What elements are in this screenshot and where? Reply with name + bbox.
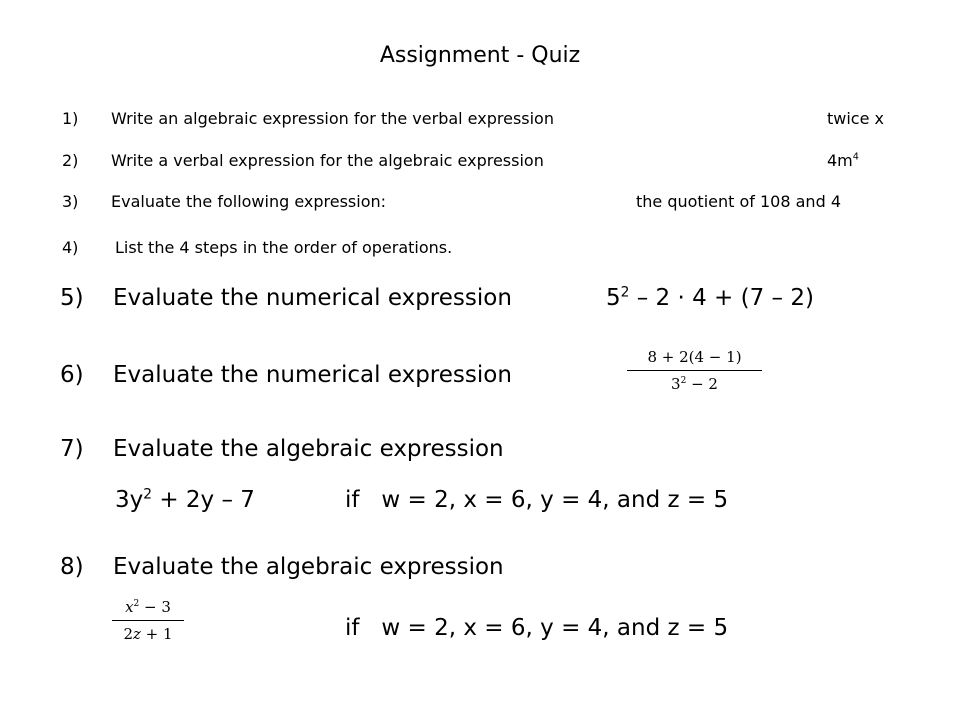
question-4 bbox=[62, 238, 452, 257]
denominator-rest: + 1 bbox=[140, 625, 173, 643]
denominator-coefficient: 2 bbox=[123, 625, 133, 643]
numerator-variable: x bbox=[125, 598, 134, 616]
denominator-rest: − 2 bbox=[686, 375, 718, 393]
question-number: 4) bbox=[62, 238, 79, 257]
question-8 bbox=[60, 554, 504, 580]
question-1-expression: twice x bbox=[827, 109, 884, 128]
fraction-denominator bbox=[627, 375, 762, 393]
question-8-condition: if w = 2, x = 6, y = 4, and z = 5 bbox=[345, 615, 729, 641]
expression-rest: – 2 · 4 + (7 – 2) bbox=[629, 285, 814, 311]
expression-exponent: 4 bbox=[852, 151, 859, 163]
question-5 bbox=[60, 285, 512, 311]
expression-rest: + 2y – 7 bbox=[152, 487, 255, 513]
question-text: Evaluate the numerical expression bbox=[113, 362, 512, 388]
expression-base: 4m bbox=[827, 151, 853, 170]
expression-exponent: 2 bbox=[620, 284, 630, 301]
denominator-base: 3 bbox=[671, 375, 681, 393]
numerator-rest: − 3 bbox=[139, 598, 171, 616]
question-text: Evaluate the algebraic expression bbox=[113, 554, 504, 580]
question-1 bbox=[62, 109, 554, 128]
denominator-variable: z bbox=[132, 625, 141, 643]
question-number: 1) bbox=[62, 109, 79, 128]
question-6 bbox=[60, 362, 512, 388]
question-2-expression bbox=[827, 151, 859, 170]
question-text: Write a verbal expression for the algebraic expression bbox=[111, 151, 544, 170]
question-7-condition: if w = 2, x = 6, y = 4, and z = 5 bbox=[345, 487, 729, 513]
question-text: Write an algebraic expression for the verbal expression bbox=[111, 109, 554, 128]
fraction-numerator: 8 + 2(4 − 1) bbox=[647, 348, 742, 366]
question-text: Evaluate the following expression: bbox=[111, 192, 387, 211]
question-number: 3) bbox=[62, 192, 79, 211]
question-3-expression: the quotient of 108 and 4 bbox=[636, 192, 841, 211]
fraction-denominator bbox=[112, 625, 184, 643]
question-number: 2) bbox=[62, 151, 79, 170]
question-number: 8) bbox=[60, 554, 84, 580]
fraction-bar bbox=[112, 620, 184, 621]
numerator-exponent: 2 bbox=[133, 599, 140, 609]
expression-base: 3y bbox=[115, 487, 144, 513]
question-3 bbox=[62, 192, 386, 211]
expression-exponent: 2 bbox=[143, 486, 153, 503]
fraction-numerator bbox=[112, 598, 184, 616]
fraction-bar bbox=[627, 370, 762, 371]
question-number: 5) bbox=[60, 285, 84, 311]
question-text: Evaluate the numerical expression bbox=[113, 285, 512, 311]
page-title: Assignment - Quiz bbox=[379, 43, 581, 68]
question-2 bbox=[62, 151, 544, 170]
question-8-fraction bbox=[112, 598, 184, 643]
expression-base: 5 bbox=[606, 285, 621, 311]
question-text: List the 4 steps in the order of operations. bbox=[115, 238, 453, 257]
question-6-fraction bbox=[627, 348, 762, 393]
question-5-expression bbox=[606, 285, 814, 311]
question-7-expression bbox=[115, 487, 255, 513]
question-number: 6) bbox=[60, 362, 84, 388]
question-7 bbox=[60, 436, 504, 462]
question-text: Evaluate the algebraic expression bbox=[113, 436, 504, 462]
denominator-exponent: 2 bbox=[680, 376, 687, 386]
question-number: 7) bbox=[60, 436, 84, 462]
